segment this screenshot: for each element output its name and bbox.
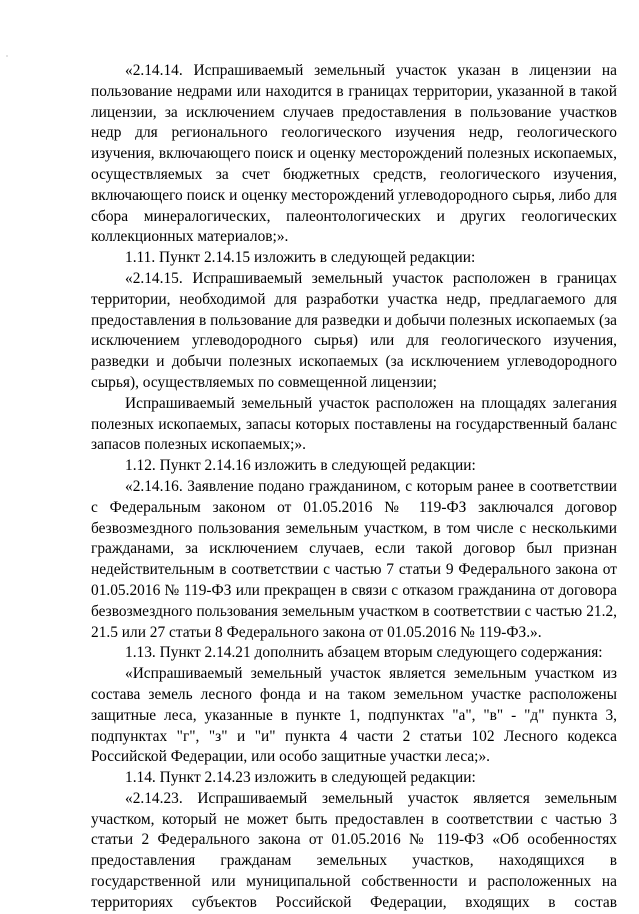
paragraph-1-12: 1.12. Пункт 2.14.16 изложить в следующей редакции: <box>125 457 476 475</box>
paragraph-1-14: 1.14. Пункт 2.14.23 изложить в следующей редакции: <box>125 769 476 787</box>
paragraph-1-11: 1.11. Пункт 2.14.15 изложить в следующей редакции: <box>125 249 476 267</box>
scan-speck <box>6 55 8 57</box>
document-body <box>91 61 617 914</box>
paragraph-2-14-15: «2.14.15. Испрашиваемый земельный участок расположен в границах территории, необходимой для разработки участка недр, предлагаемого для предоставления в пользование для разведки и добычи полезных ископаемых (за исключением углеводородного сырья) или для геологического изучения, разведки и добычи полезных ископаемых (за исключением углеводородного сырья), осуществляемых по совмещенной лицензии; <box>91 269 617 391</box>
paragraph-2-14-15-second: Испрашиваемый земельный участок расположен на площадях залегания полезных ископаемых, запасы которых поставлены на государственный баланс запасов полезных ископаемых;». <box>91 394 617 454</box>
paragraph-2-14-14: «2.14.14. Испрашиваемый земельный участок указан в лицензии на пользование недрами или находится в границах территории, указанной в такой лицензии, за исключением случаев предоставления в пользование участков недр для регионального геологического изучения недр, геологического изучения, включающего поиск и оценку месторождений полезных ископаемых, осуществляемых за счет бюджетных средств, геологического изучения, включающего поиск и оценку месторождений углеводородного сырья, либо для сбора минералогических, палеонтологических и других геологических коллекционных материалов;». <box>91 62 617 246</box>
paragraph-2-14-16: «2.14.16. Заявление подано гражданином, с которым ранее в соответствии с Федеральным законом от 01.05.2016 № 119-ФЗ заключался договор безвозмездного пользования земельным участком, в том числе с несколькими гражданами, за исключением случаев, если такой договор был признан недействительным в соответствии с частью 7 статьи 9 Федерального закона от 01.05.2016 № 119-ФЗ или прекращен в связи с отказом гражданина от договора безвозмездного пользования земельным участком в соответствии с частью 21.2, 21.5 или 27 статьи 8 Федерального закона от 01.05.2016 № 119-ФЗ.». <box>91 477 617 641</box>
paragraph-2-14-21-addition: «Испрашиваемый земельный участок является земельным участком из состава земель лесного фонда и на таком земельном участке расположены защитные леса, указанные в пункте 1, подпунктах "а", "в" - "д" пункта 3, подпунктах "г", "з" и "и" пункта 4 части 2 статьи 102 Лесного кодекса Российской Федерации, или особо защитные участки леса;». <box>91 665 617 766</box>
paragraph-2-14-23: «2.14.23. Испрашиваемый земельный участок является земельным участком, который не может быть предоставлен в соответствии с частью 3 статьи 2 Федерального закона от 01.05.2016 № 119-ФЗ «Об особенностях предоставления гражданам земельных участков, находящихся в государственной или муниципальной собственности и расположенных на территориях субъектов Российской Федерации, входящих в состав <box>91 789 617 911</box>
paragraph-1-13: 1.13. Пункт 2.14.21 дополнить абзацем вторым следующего содержания: <box>125 644 603 662</box>
